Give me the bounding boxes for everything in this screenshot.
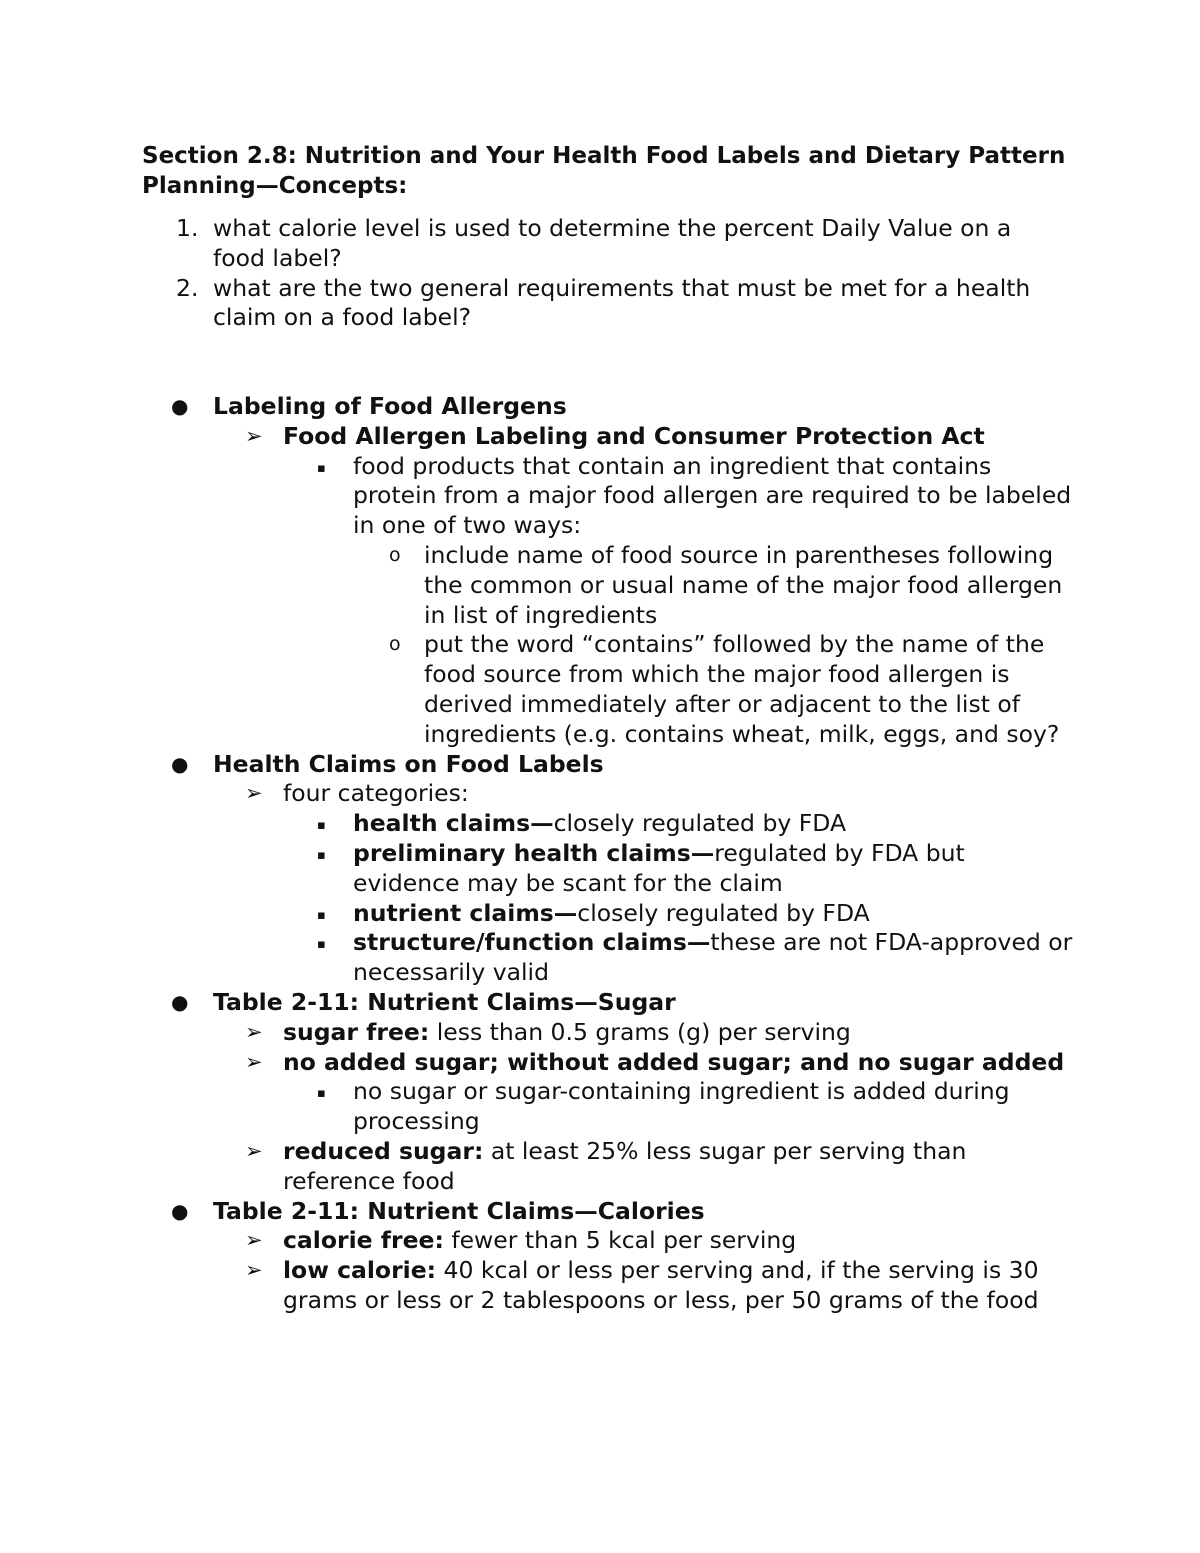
question-text: what calorie level is used to determine the percent Daily Value on a food label? — [213, 214, 1012, 272]
detail-item — [0, 1077, 1073, 1137]
claim-term: sugar free: — [283, 1017, 430, 1046]
category-text: these are not FDA-approved or necessarily valid — [353, 928, 1073, 987]
question-item — [142, 274, 1062, 334]
arrow-bullet-icon: ➢ — [245, 423, 263, 448]
bullet-icon: ● — [171, 989, 189, 1014]
arrow-bullet-icon: ➢ — [245, 781, 263, 806]
arrow-bullet-icon: ➢ — [245, 1019, 263, 1044]
circle-bullet-icon: o — [389, 543, 401, 566]
question-text: what are the two general requirements that must be met for a health claim on a food label? — [213, 273, 1031, 332]
subtopic-act — [0, 422, 1073, 452]
category-term: health claims— — [353, 809, 554, 838]
category-text: closely regulated by FDA — [553, 809, 847, 838]
question-number: 2. — [176, 273, 199, 302]
category-term: preliminary health claims— — [353, 838, 715, 867]
detail-item — [0, 452, 1073, 541]
topic-title: Table 2-11: Nutrient Claims—Sugar — [213, 987, 676, 1016]
question-number: 1. — [176, 214, 199, 242]
arrow-bullet-icon: ➢ — [245, 1258, 263, 1283]
category-text: regulated by FDA but evidence may be scant for the claim — [353, 838, 965, 897]
claim-item — [0, 1256, 1073, 1316]
circle-bullet-icon: o — [389, 633, 401, 656]
claim-text: at least 25% less sugar per serving than reference food — [283, 1136, 967, 1195]
category-term: structure/function claims— — [353, 928, 711, 957]
claim-term: low calorie: — [283, 1256, 437, 1285]
option-text: put the word “contains” followed by the name of the food source from which the major food allergen is derived immediately after or adjacent to the list of ingredients (e.g. contains wheat, milk, eggs, and soy? — [424, 630, 1060, 748]
topic-sugar-claims — [0, 988, 1073, 1018]
topic-allergens — [0, 392, 1073, 422]
arrow-bullet-icon: ➢ — [245, 1228, 263, 1253]
topic-title: Labeling of Food Allergens — [213, 392, 567, 420]
subtopic-text: four categories: — [283, 779, 469, 808]
topic-health-claims — [0, 750, 1073, 780]
detail-text: food products that contain an ingredient that contains protein from a major food allergen are required to be labeled in one of two ways: — [353, 451, 1072, 540]
square-bullet-icon: ▪ — [317, 460, 326, 476]
detail-text: no sugar or sugar-containing ingredient is added during processing — [353, 1077, 1010, 1136]
option-item — [0, 541, 1084, 630]
square-bullet-icon: ▪ — [317, 937, 326, 953]
claim-item — [0, 1018, 1073, 1048]
subtopic-categories — [0, 779, 1073, 809]
category-text: closely regulated by FDA — [577, 898, 870, 927]
category-item — [0, 899, 1073, 929]
arrow-bullet-icon: ➢ — [245, 1138, 263, 1163]
claim-item — [0, 1048, 1073, 1078]
bullet-icon: ● — [171, 1198, 189, 1223]
concept-questions — [142, 214, 1062, 333]
claim-term: no added sugar; without added sugar; and no sugar added — [283, 1047, 1065, 1076]
option-item — [0, 630, 1084, 749]
arrow-bullet-icon: ➢ — [245, 1049, 263, 1074]
claim-term: reduced sugar: — [283, 1136, 484, 1165]
section-heading: Section 2.8: Nutrition and Your Health Food Labels and Dietary Pattern Planning—Concepts: — [142, 143, 1066, 199]
topic-title: Health Claims on Food Labels — [213, 749, 604, 778]
claim-text: 40 kcal or less per serving and, if the serving is 30 grams or less or 2 tablespoons or less, per 50 grams of the food — [283, 1256, 1039, 1314]
claim-text: less than 0.5 grams (g) per serving — [429, 1017, 851, 1046]
category-term: nutrient claims— — [353, 898, 578, 927]
option-text: include name of food source in parentheses following the common or usual name of the major food allergen in list of ingredients — [424, 540, 1063, 629]
topic-calorie-claims — [0, 1197, 1073, 1227]
subtopic-title: Food Allergen Labeling and Consumer Protection Act — [283, 421, 985, 450]
claim-item — [0, 1226, 1073, 1256]
notes-outline — [0, 392, 1200, 1316]
category-item — [0, 839, 1073, 899]
square-bullet-icon: ▪ — [317, 847, 326, 863]
category-item — [0, 928, 1073, 988]
category-item — [0, 809, 1073, 839]
topic-title: Table 2-11: Nutrient Claims—Calories — [213, 1196, 705, 1225]
bullet-icon: ● — [171, 751, 189, 776]
square-bullet-icon: ▪ — [317, 907, 326, 923]
square-bullet-icon: ▪ — [317, 818, 326, 834]
square-bullet-icon: ▪ — [317, 1086, 326, 1102]
bullet-icon: ● — [171, 394, 189, 418]
claim-term: calorie free: — [283, 1226, 444, 1255]
claim-text: fewer than 5 kcal per serving — [443, 1226, 797, 1255]
claim-item — [0, 1137, 1073, 1197]
question-item — [142, 214, 1062, 274]
